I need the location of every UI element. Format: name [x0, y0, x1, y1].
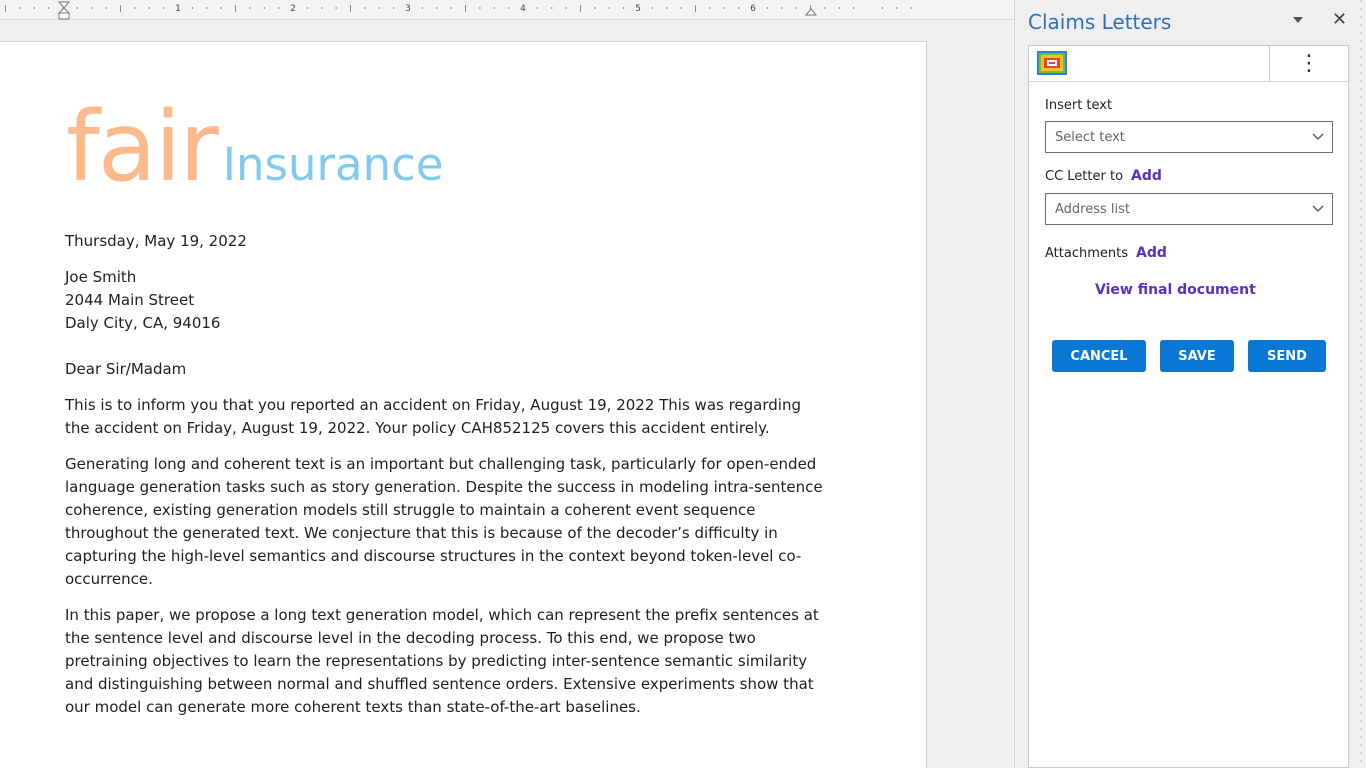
recipient-address	[65, 266, 825, 335]
letter-body	[65, 230, 825, 732]
pane-scrollbar[interactable]	[1349, 0, 1366, 768]
ruler-number: 1	[175, 4, 181, 14]
letter-greeting: Dear Sir/Madam	[65, 360, 187, 378]
insert-text-label: Insert text	[1045, 98, 1113, 113]
pane-title: Claims Letters	[1028, 10, 1172, 34]
indent-marker-right[interactable]	[806, 9, 816, 15]
chevron-down-icon	[1312, 133, 1324, 141]
address-list-placeholder: Address list	[1055, 202, 1130, 217]
letter-paragraph: Generating long and coherent text is an important but challenging task, particularly for open-ended language generation tasks such as story generation. Despite the success in modeling intra-sentence coherence, existing generation models still struggle to maintain a coherent event sequence throughout the generated text. We conjecture that this is because of the decoder’s difficulty in capturing the high-level semantics and discourse structures in the context beyond token-level co-occurrence.	[65, 455, 823, 588]
document-area	[0, 21, 1014, 768]
scrollbar-track	[1349, 0, 1366, 768]
ruler-ticks	[0, 0, 1014, 20]
insert-text-select[interactable]	[1045, 121, 1333, 153]
ruler-number: 2	[290, 4, 296, 14]
ruler-number: 6	[750, 4, 756, 14]
ruler-number: 4	[520, 4, 526, 14]
logo-word-insurance: Insurance	[222, 138, 444, 191]
company-logo	[66, 91, 444, 203]
address-line: Daly City, CA, 94016	[65, 314, 221, 332]
chevron-down-icon[interactable]	[1291, 14, 1305, 26]
task-pane	[1014, 0, 1366, 768]
ruler-number: 3	[405, 4, 411, 14]
chevron-down-icon	[1312, 205, 1324, 213]
attachments-add-link[interactable]: Add	[1135, 245, 1167, 261]
attachments-label: Attachments	[1045, 246, 1128, 261]
more-options-button[interactable]	[1269, 46, 1348, 82]
address-line: Joe Smith	[65, 268, 137, 286]
kebab-icon: ⋮	[1298, 51, 1320, 76]
cc-add-link[interactable]: Add	[1131, 168, 1162, 184]
cancel-button[interactable]: CANCEL	[1052, 340, 1146, 372]
indent-marker-left[interactable]	[59, 2, 69, 19]
addin-panel	[1028, 45, 1349, 768]
cc-letter-label: CC Letter to	[1045, 169, 1124, 184]
addin-toolbar	[1029, 46, 1348, 82]
document-page[interactable]	[0, 41, 927, 768]
letter-paragraph: In this paper, we propose a long text generation model, which can represent the prefix sentences at the sentence level and discourse level in the decoding process. To this end, we propose two pretraining objectives to learn the representations by predicting inter-sentence semantic similarity and distinguishing between normal and shuffled sentence orders. Extensive experiments show that our model can generate more coherent texts than state-of-the-art baselines.	[65, 606, 819, 716]
send-button[interactable]: SEND	[1248, 340, 1326, 372]
attachments-row	[1045, 245, 1167, 261]
close-icon[interactable]: ✕	[1332, 9, 1348, 30]
horizontal-ruler[interactable]	[0, 0, 1014, 20]
view-final-document-link[interactable]: View final document	[1095, 282, 1256, 298]
save-button[interactable]: SAVE	[1160, 340, 1234, 372]
cc-letter-row	[1045, 168, 1162, 184]
address-list-select[interactable]	[1045, 193, 1333, 225]
letter-date: Thursday, May 19, 2022	[65, 232, 247, 250]
addin-logo-icon[interactable]	[1037, 51, 1067, 75]
insert-text-placeholder: Select text	[1055, 130, 1125, 145]
ruler-number: 5	[635, 4, 641, 14]
address-line: 2044 Main Street	[65, 291, 195, 309]
letter-paragraph: This is to inform you that you reported an accident on Friday, August 19, 2022 This was regarding the accident on Friday, August 19, 2022. Your policy CAH852125 covers this accident entirely.	[65, 396, 801, 437]
logo-word-fair: fair	[66, 91, 217, 203]
